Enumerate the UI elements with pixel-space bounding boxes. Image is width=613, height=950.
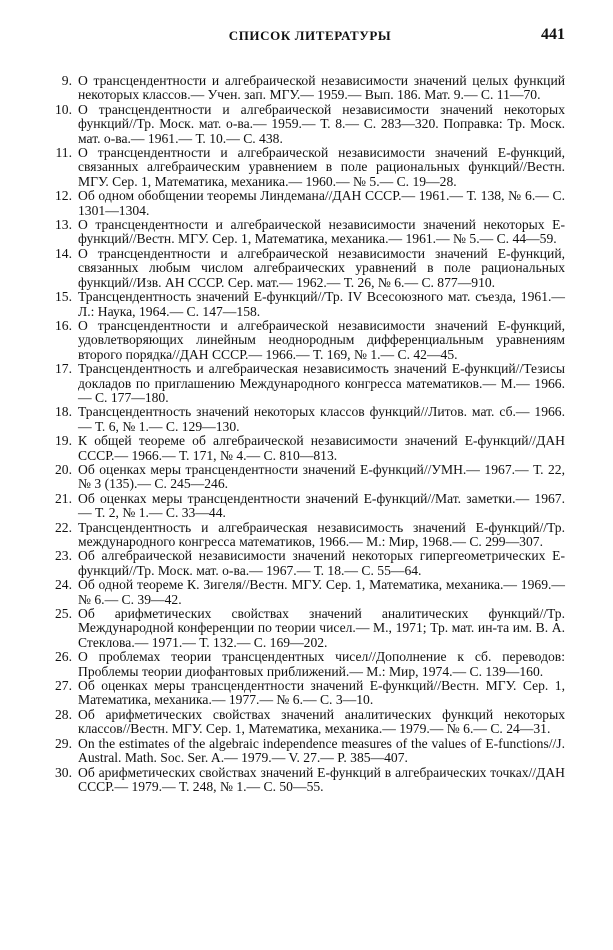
reference-number: 25. (55, 606, 72, 622)
reference-number: 10. (55, 101, 72, 117)
reference-text: О трансцендентности и алгебраической независимости значений некоторых функций//Тр. Моск. мат. о-ва.— 1959.— Т. 8.— С. 283—320. Поправка: Тр. Моск. мат. о-ва.— 1961.— Т. 10.— С. 438. (78, 101, 565, 146)
reference-item (50, 247, 565, 290)
reference-item (50, 290, 565, 319)
reference-text: Об арифметических свойствах значений Е-функций в алгебраических точках//ДАН СССР.— 1979.— Т. 248, № 1.— С. 50—55. (78, 764, 565, 794)
reference-item (50, 607, 565, 650)
reference-item (50, 434, 565, 463)
reference-text: О трансцендентности и алгебраической независимости значений Е-функций, удовлетворяющих линейным неоднородным дифференциальным уравнениям второго порядка//ДАН СССР.— 1966.— Т. 169, № 1.— С. 42—45. (78, 317, 565, 362)
reference-text: К общей теореме об алгебраической независимости значений Е-функций//ДАН СССР.— 1966.— Т. 171, № 4.— С. 810—813. (78, 433, 565, 463)
reference-text: Об одном обобщении теоремы Линдемана//ДАН СССР.— 1961.— Т. 138, № 6.— С. 1301—1304. (78, 188, 565, 218)
reference-text: Об арифметических свойствах значений аналитических функций некоторых классов//Вестн. МГУ. Сер. 1, Математика, механика.— 1979.— № 6.— С. 24—31. (78, 706, 565, 737)
reference-item (50, 74, 565, 103)
reference-number: 29. (55, 735, 72, 751)
reference-text: Трансцендентность значений Е-функций//Тр. IV Всесоюзного мат. съезда, 1961.— Л.: Наука, 1964.— С. 147—158. (78, 289, 565, 319)
reference-text: Об оценках меры трансцендентности значений Е-функций//Вестн. МГУ. Сер. 1, Математика, механика.— 1977.— № 6.— С. 3—10. (78, 678, 565, 708)
reference-number: 11. (55, 145, 72, 161)
reference-number: 17. (55, 361, 72, 377)
reference-number: 9. (61, 73, 72, 88)
reference-number: 21. (55, 490, 72, 506)
reference-item (50, 549, 565, 578)
reference-item (50, 578, 565, 607)
reference-item (50, 146, 565, 189)
reference-item (50, 766, 565, 795)
reference-number: 16. (55, 317, 72, 333)
reference-text: О трансцендентности и алгебраической независимости значений целых функций некоторых классов.— Учен. зап. МГУ.— 1959.— Вып. 186. Мат. 9.— С. 11—70. (78, 73, 565, 103)
reference-text: О трансцендентности и алгебраической независимости значений Е-функций, связанных любым числом алгебраических уравнений в поле рациональных функций//Изв. АН СССР. Сер. мат.— 1962.— Т. 26, № 6.— С. 877—910. (78, 245, 565, 290)
reference-text: О трансцендентности и алгебраической независимости значений некоторых Е-функций//Вестн. МГУ. Сер. 1, Математика, механика.— 1961.— № 5.— С. 44—59. (78, 217, 565, 247)
reference-number: 23. (55, 548, 72, 564)
reference-item (50, 319, 565, 362)
reference-number: 30. (55, 764, 72, 780)
reference-number: 13. (55, 217, 72, 233)
reference-text: Трансцендентность значений некоторых классов функций//Литов. мат. сб.— 1966.— Т. 6, № 1.— С. 129—130. (78, 404, 565, 434)
reference-text: О проблемах теории трансцендентных чисел//Дополнение к сб. переводов: Проблемы теории диофантовых приближений.— М.: Мир, 1974.— С. 139—160. (78, 649, 565, 679)
reference-item (50, 362, 565, 405)
reference-number: 27. (55, 678, 72, 694)
page-header (55, 28, 565, 50)
reference-number: 12. (55, 188, 72, 204)
reference-item (50, 103, 565, 146)
reference-text: Трансцендентность и алгебраическая независимость значений Е-функций//Тр. международного конгресса математиков, 1966.— М.: Мир, 1968.— С. 299—307. (78, 519, 565, 549)
reference-item (50, 463, 565, 492)
reference-number: 26. (55, 649, 72, 665)
reference-item (50, 708, 565, 737)
reference-number: 20. (55, 461, 72, 477)
reference-item (50, 218, 565, 247)
reference-item (50, 650, 565, 679)
reference-number: 24. (55, 577, 72, 593)
reference-item (50, 521, 565, 550)
running-title: СПИСОК ЛИТЕРАТУРЫ (228, 28, 392, 43)
reference-text: Об оценках меры трансцендентности значений Е-функций//Мат. заметки.— 1967.— Т. 2, № 1.— С. 33—44. (78, 490, 565, 521)
reference-text: Трансцендентность и алгебраическая независимость значений Е-функций//Тезисы докладов по приглашению Международного конгресса математиков.— М.— 1966.— С. 177—180. (78, 361, 565, 405)
reference-number: 18. (55, 404, 72, 420)
reference-item (50, 679, 565, 708)
reference-text: On the estimates of the algebraic independence measures of the values of E-functions//J. Austral. Math. Soc. Ser. A.— 1979.— V. 27.— P. 385—407. (78, 735, 565, 766)
reference-text: Об алгебраической независимости значений некоторых гипергеометрических Е-функций//Тр. Моск. мат. о-ва.— 1967.— Т. 18.— С. 55—64. (78, 548, 565, 578)
reference-number: 15. (55, 289, 72, 305)
reference-item (50, 189, 565, 218)
reference-number: 19. (55, 433, 72, 449)
reference-item (50, 405, 565, 434)
reference-number: 14. (55, 245, 72, 261)
page-number: 441 (541, 26, 565, 43)
reference-text: Об одной теореме К. Зигеля//Вестн. МГУ. Сер. 1, Математика, механика.— 1969.— № 6.— С. 39—42. (78, 577, 565, 607)
reference-item (50, 737, 565, 766)
reference-text: Об оценках меры трансцендентности значений Е-функций//УМН.— 1967.— Т. 22, № 3 (135).— С. 245—246. (78, 461, 565, 492)
reference-text: Об арифметических свойствах значений аналитических функций//Тр. Международной конференции по теории чисел.— М., 1971; Тр. мат. ин-та им. В. А. Стеклова.— 1971.— Т. 132.— С. 169—202. (78, 606, 565, 650)
reference-number: 22. (55, 519, 72, 535)
reference-text: О трансцендентности и алгебраической независимости значений Е-функций, связанных алгебраическим уравнением в поле рациональных функций//Вестн. МГУ. Сер. 1, Математика, механика.— 1960.— № 5.— С. 19—28. (78, 145, 565, 189)
reference-number: 28. (55, 706, 72, 722)
reference-list (50, 74, 565, 794)
reference-item (50, 492, 565, 521)
